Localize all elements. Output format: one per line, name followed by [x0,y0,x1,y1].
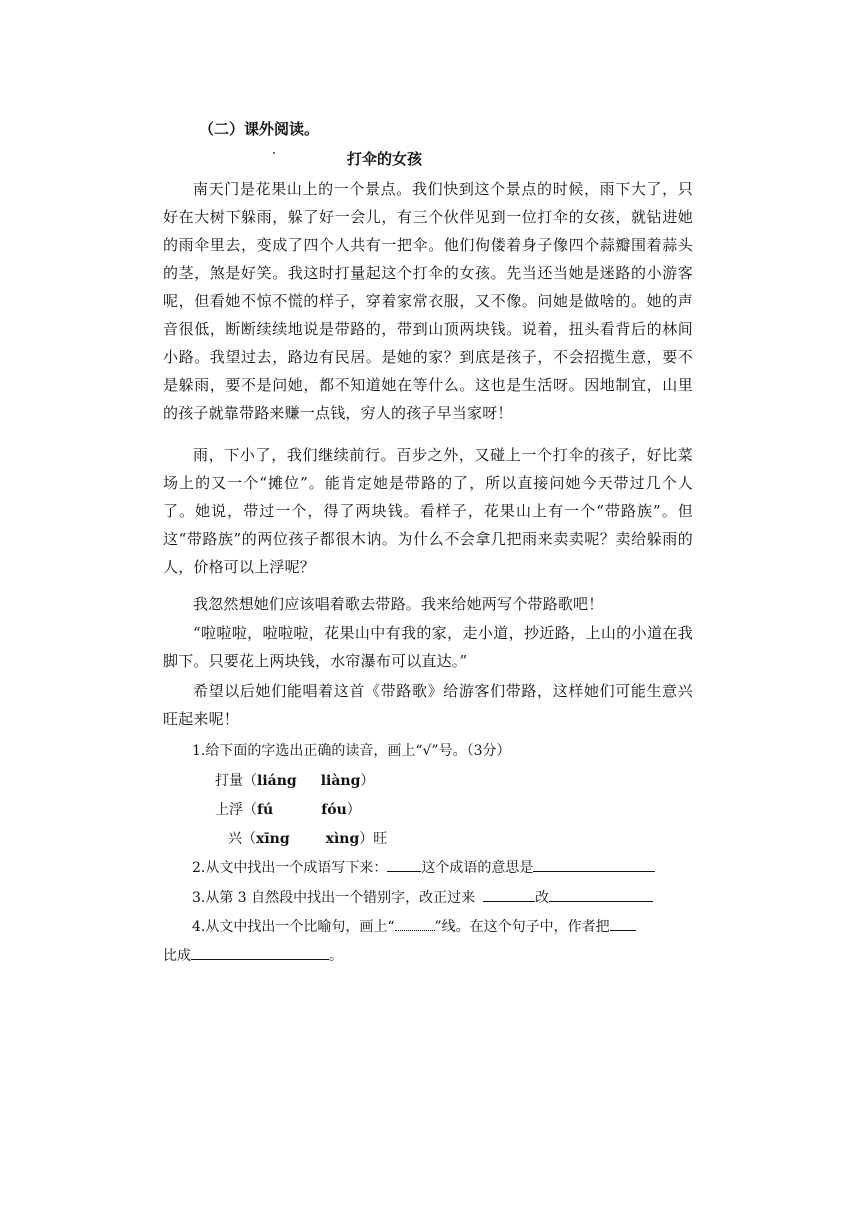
question-2: 2.从文中找出一个成语写下来： 这个成语的意思是 [192,857,655,877]
pinyin-item-1[interactable]: 打量（liáng liàng） [215,773,375,789]
answer-blank-meaning[interactable] [533,857,655,872]
section-title: （二）课外阅读。 [199,120,320,138]
paragraph-1: 南天门是花果山上的一个景点。我们快到这个景点的时候，雨下大了，只好在大树下躲雨，躲了好一会儿，有三个伙伴见到一位打伞的女孩，就钻进她的雨伞里去，变成了四个人共有一把伞。他们佝偻着身子像四个蒜瓣围着蒜头的茎，煞是好笑。我这时打量起这个打伞的女孩。先当还当她是迷路的小游客呢，但看她不惊不慌的样子，穿着家常衣服，又不像。问她是做啥的。她的声音很低，断断续续地说是带路的，带到山顶两块钱。说着，扭头看背后的林间小路。我望过去，路边有民居。是她的家？到底是孩子，不会招揽生意，要不是躲雨，要不是问她，都不知道她在等什么。这也是生活呀。因地制宜，山里的孩子就靠带路来赚一点钱，穷人的孩子早当家呀！ [163,180,693,422]
story-title: 打伞的女孩 [347,150,423,168]
answer-blank-subject[interactable] [610,916,636,931]
decorative-dot [273,152,275,154]
answer-blank-idiom[interactable] [387,857,421,872]
paragraph-3: 我忽然想她们应该唱着歌去带路。我来给她两写个带路歌吧！ [193,595,604,613]
answer-blank-wrong-char[interactable] [483,887,535,902]
paragraph-2: 雨，下小了，我们继续前行。百步之外，又碰上一个打伞的孩子，好比菜场上的又一个“摊位”。能肯定她是带路的了，所以直接问她今天带过几个人了。她说，带过一个，得了两块钱。看样子，花果山上有一个“带路族”。但这“带路族”的两位孩子都很木讷。为什么不会拿几把雨来卖卖呢？卖给躲雨的人，价格可以上浮呢？ [163,446,693,576]
answer-blank-object[interactable] [191,945,329,960]
question-4: 4.从文中找出一个比喻句，画上“ ”线。在这个句子中，作者把 [192,916,636,936]
answer-blank-correct-char[interactable] [549,887,653,902]
question-1: 1.给下面的字选出正确的读音，画上“√”号。（3分） [192,743,511,759]
paragraph-4: “啦啦啦，啦啦啦，花果山中有我的家，走小道，抄近路，上山的小道在我脚下。只要花上两块钱，水帘瀑布可以直达。” [163,624,693,670]
pinyin-item-3[interactable]: 兴（xīng xìng）旺 [228,831,388,847]
pinyin-item-2[interactable]: 上浮（fú fóu） [215,802,361,818]
paragraph-5: 希望以后她们能唱着这首《带路歌》给游客们带路，这样她们可能生意兴旺起来呢！ [163,682,693,728]
wavy-line-sample [395,920,435,931]
question-3: 3.从第 3 自然段中找出一个错别字，改正过来 改 [192,887,653,907]
question-4-continued: 比成 。 [163,945,343,965]
